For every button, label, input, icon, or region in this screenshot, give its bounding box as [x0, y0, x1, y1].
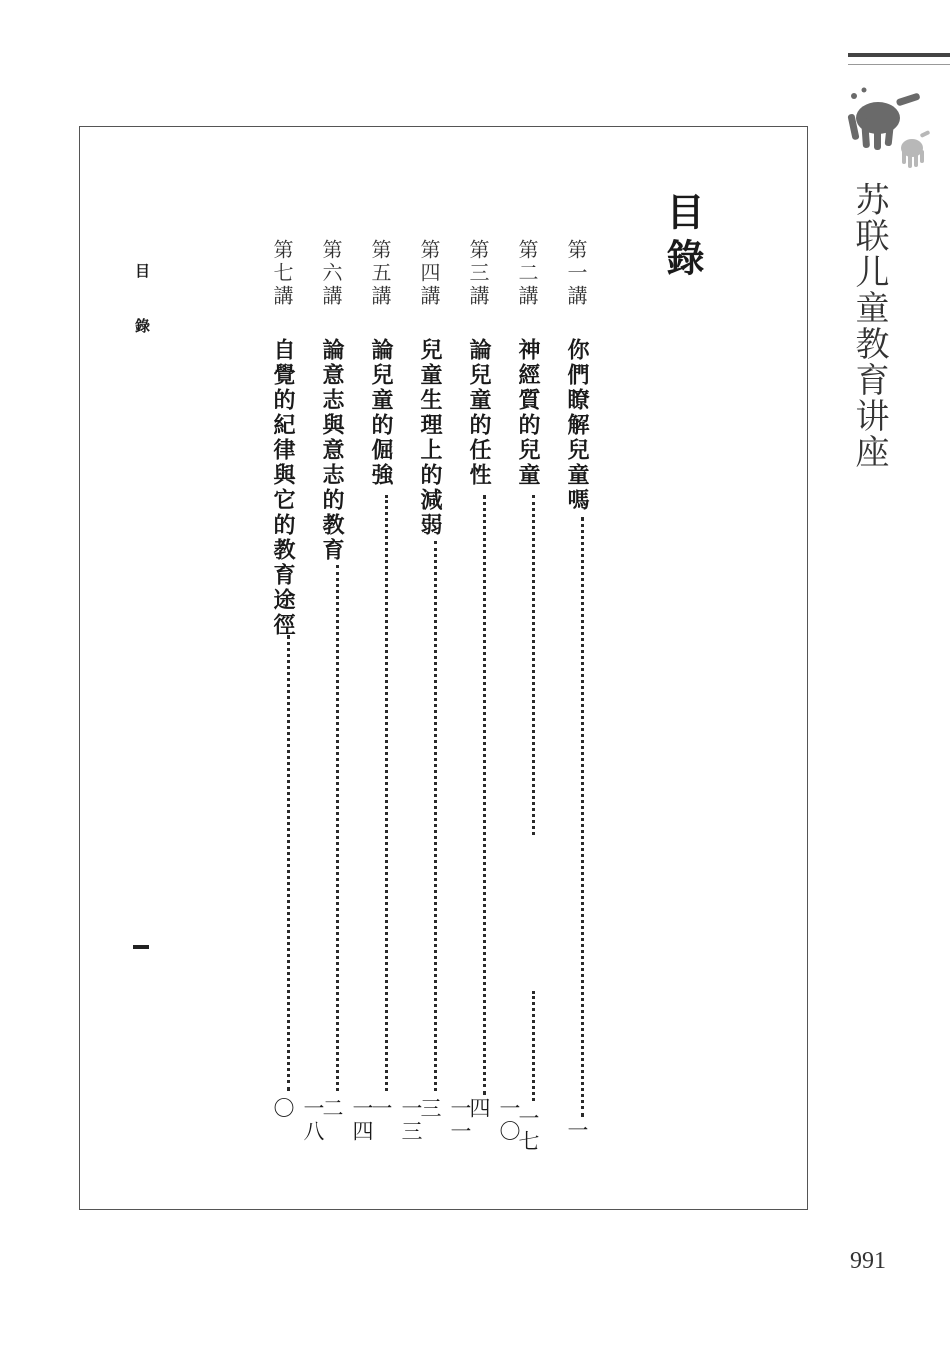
handprint-icon	[840, 78, 932, 174]
toc-heading: 目錄	[660, 192, 705, 284]
series-title: 苏联儿童教育讲座	[849, 182, 889, 470]
dot-leader	[336, 565, 339, 1091]
dot-leader	[532, 495, 535, 835]
page-ref: 一三一	[369, 1097, 423, 1143]
header-rule	[848, 53, 950, 57]
lecture-number: 第七講	[270, 239, 294, 308]
toc-entry	[366, 239, 423, 1155]
lecture-number: 第四講	[417, 239, 441, 308]
lecture-number: 第三講	[466, 239, 490, 308]
lecture-number: 第一講	[564, 239, 588, 308]
header-rule-thin	[848, 64, 950, 65]
running-header: 目錄	[133, 263, 151, 373]
lecture-title: 你們瞭解兒童嗎	[564, 338, 590, 513]
page-ref: 一七	[516, 1107, 540, 1153]
toc-entry	[562, 239, 602, 1155]
toc-entry	[268, 239, 325, 1155]
toc-entry	[464, 239, 521, 1155]
lecture-number: 第六講	[319, 239, 343, 308]
dot-leader	[434, 541, 437, 1091]
dot-leader	[581, 517, 584, 1117]
page-ref: 一一三	[418, 1097, 472, 1143]
dot-leader	[532, 991, 535, 1101]
dot-leader	[483, 495, 486, 1095]
lecture-title: 兒童生理上的減弱	[417, 338, 443, 538]
page-ref: 一	[565, 1119, 589, 1142]
lecture-title: 論兒童的任性	[466, 338, 492, 488]
lecture-number: 第二講	[515, 239, 539, 308]
lecture-title: 論兒童的倔強	[368, 338, 394, 488]
toc-entry	[513, 239, 553, 1155]
page-ref: 一八〇	[271, 1097, 325, 1143]
lecture-title: 論意志與意志的教育	[319, 338, 345, 563]
folio-mark	[133, 945, 149, 949]
toc-entry	[415, 239, 472, 1155]
lecture-title: 神經質的兒童	[515, 338, 541, 488]
scanned-page	[79, 126, 808, 1210]
page-ref: 一〇四	[467, 1097, 521, 1143]
toc-entry	[317, 239, 374, 1155]
dot-leader	[385, 495, 388, 1091]
page-number: 991	[850, 1248, 886, 1274]
dot-leader	[287, 635, 290, 1091]
page-ref: 一四二	[320, 1097, 374, 1143]
lecture-title: 自覺的紀律與它的教育途徑	[270, 338, 296, 638]
lecture-number: 第五講	[368, 239, 392, 308]
